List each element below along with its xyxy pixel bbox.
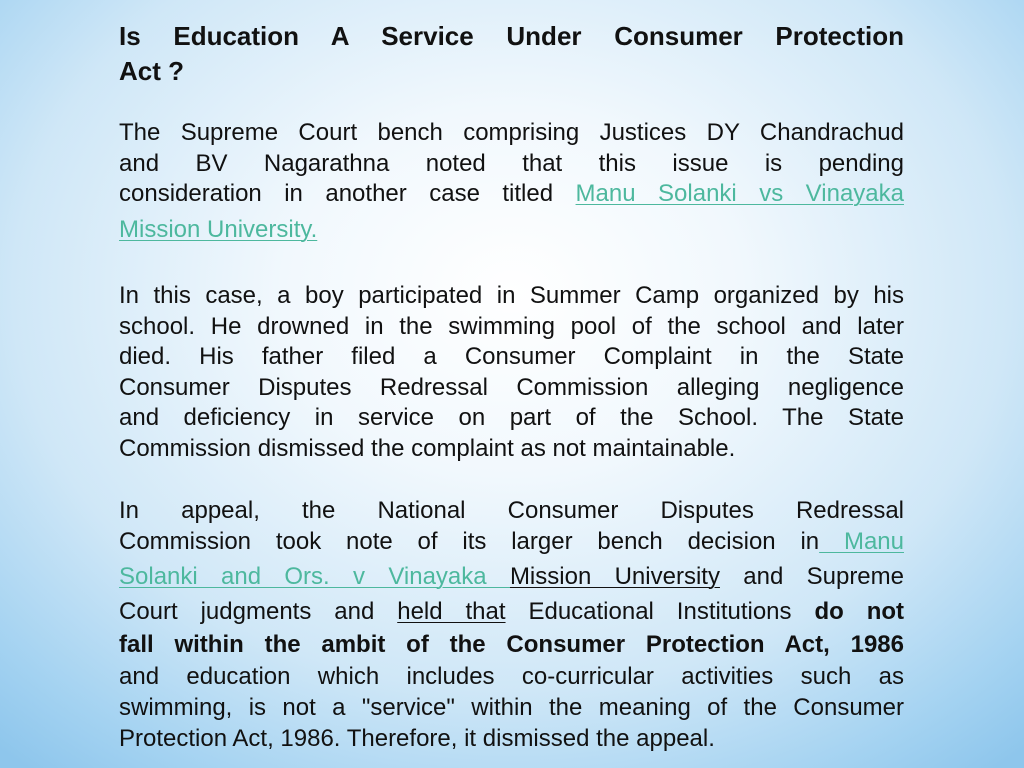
text-segment: In this case, a boy participated in Summer Camp organized by his	[119, 282, 904, 309]
paragraph-line	[119, 724, 904, 755]
paragraph-line	[119, 527, 904, 558]
text-segment: Court judgments and	[119, 597, 398, 625]
text-segment: and Supreme	[719, 562, 904, 590]
paragraph-line	[119, 215, 904, 246]
paragraph-line	[119, 118, 904, 149]
paragraph-line	[119, 693, 904, 724]
paragraph-appeal	[119, 496, 904, 754]
text-segment: school. He drowned in the swimming pool of the school and later	[119, 312, 904, 340]
bold-text: do not	[814, 597, 905, 625]
paragraph-line	[119, 562, 904, 593]
case-link[interactable]: Mission University.	[119, 215, 318, 243]
bold-text: fall within the ambit of the Consumer Protection Act, 1986	[119, 630, 904, 658]
paragraph-case-facts	[119, 281, 904, 464]
text-segment: In appeal, the National Consumer Disputes Redressal	[119, 497, 904, 524]
text-segment: and education which includes co-curricular activities such as	[119, 662, 904, 690]
paragraph-court-bench	[119, 118, 904, 245]
case-link[interactable]: Manu Solanki vs Vinayaka	[575, 180, 904, 207]
paragraph-line	[119, 630, 904, 661]
paragraph-line	[119, 342, 904, 373]
paragraph-line	[119, 373, 904, 404]
paragraph-line	[119, 179, 904, 210]
text-segment: and BV Nagarathna noted that this issue is pending	[119, 149, 904, 177]
text-segment: Consumer Disputes Redressal Commission alleging negligence	[119, 373, 904, 401]
text-segment: Educational Institutions	[505, 597, 815, 625]
paragraph-line	[119, 662, 904, 693]
paragraph-line	[119, 149, 904, 180]
paragraph-line	[119, 496, 904, 527]
slide-title	[119, 19, 904, 89]
text-segment: The Supreme Court bench comprising Justices DY Chandrachud	[119, 119, 904, 146]
slide-title-line: Act ?	[119, 56, 184, 86]
paragraph-line	[119, 403, 904, 434]
text-segment: Protection Act, 1986. Therefore, it dismissed the appeal.	[119, 724, 715, 752]
text-segment: and deficiency in service on part of the School. The State	[119, 404, 904, 431]
case-link[interactable]: Manu	[819, 527, 904, 555]
text-segment: consideration in another case titled	[119, 180, 576, 207]
underlined-text: held that	[397, 597, 506, 625]
paragraph-line	[119, 597, 904, 628]
underlined-text: Mission University	[509, 562, 720, 590]
paragraph-line	[119, 434, 904, 465]
text-segment: Commission dismissed the complaint as not maintainable.	[119, 434, 736, 462]
text-segment: died. His father filed a Consumer Complaint in the State	[119, 343, 904, 370]
text-segment: Commission took note of its larger bench decision in	[119, 527, 820, 555]
case-link[interactable]: Solanki and Ors. v Vinayaka	[119, 562, 510, 590]
paragraph-line	[119, 281, 904, 312]
text-segment: swimming, is not a "service" within the meaning of the Consumer	[119, 693, 904, 721]
paragraph-line	[119, 312, 904, 343]
slide-title-line: Is Education A Service Under Consumer Protection	[119, 21, 904, 51]
